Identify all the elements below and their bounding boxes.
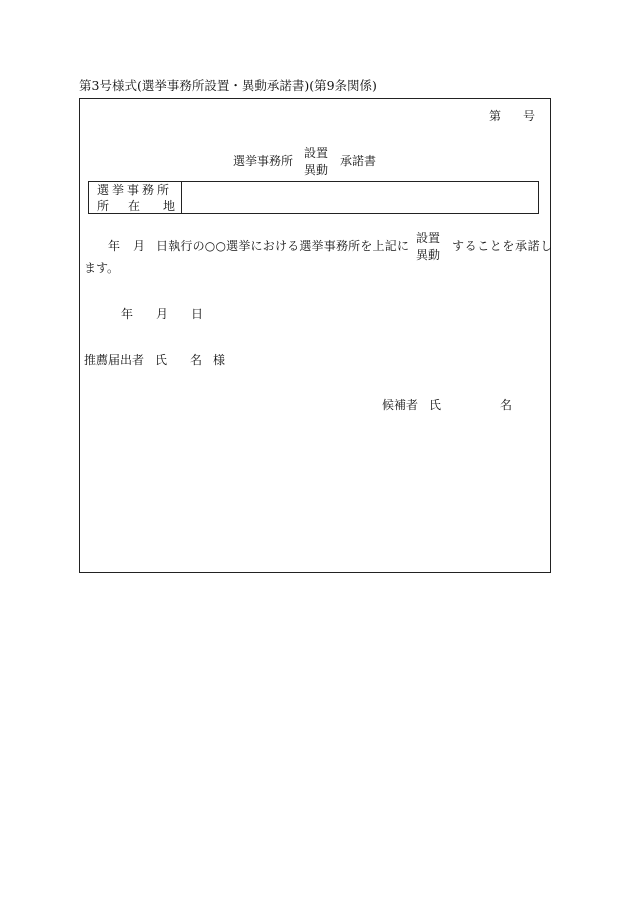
- title-option-idou: 異動: [304, 163, 329, 177]
- location-label-chi: 地: [163, 199, 176, 213]
- candidate-mei: 名: [500, 398, 513, 412]
- recommender-sama: 様: [213, 353, 226, 367]
- title-suffix: 承諾書: [340, 154, 377, 168]
- date-day: 日: [191, 307, 204, 321]
- recommender-label: 推薦届出者: [84, 353, 145, 367]
- body-year: 年: [108, 239, 121, 253]
- location-label-line1: 選挙事務所: [97, 183, 173, 197]
- candidate-label: 候補者: [382, 398, 419, 412]
- form-caption: 第3号様式(選挙事務所設置・異動承諾書)(第9条関係): [79, 78, 377, 93]
- body-tail: することを承諾し: [452, 239, 553, 253]
- candidate-shi: 氏: [429, 398, 442, 412]
- body-option-idou: 異動: [416, 248, 441, 262]
- title-prefix: 選挙事務所: [233, 154, 294, 168]
- location-table-divider: [181, 181, 182, 214]
- number-dai: 第: [489, 109, 502, 123]
- body-day-text: 日執行の○○選挙における選挙事務所を上記に: [156, 239, 410, 253]
- location-value[interactable]: [186, 190, 534, 204]
- body-option-setchi: 設置: [416, 231, 441, 245]
- date-year: 年: [121, 307, 134, 321]
- location-label-zai: 在: [128, 199, 141, 213]
- recommender-mei: 名: [190, 353, 203, 367]
- location-label-sho: 所: [97, 199, 110, 213]
- number-go: 号: [523, 109, 536, 123]
- body-line2: ます。: [84, 261, 120, 275]
- date-month: 月: [156, 307, 169, 321]
- recommender-shi: 氏: [155, 353, 168, 367]
- body-month: 月: [133, 239, 146, 253]
- title-option-setchi: 設置: [304, 146, 329, 160]
